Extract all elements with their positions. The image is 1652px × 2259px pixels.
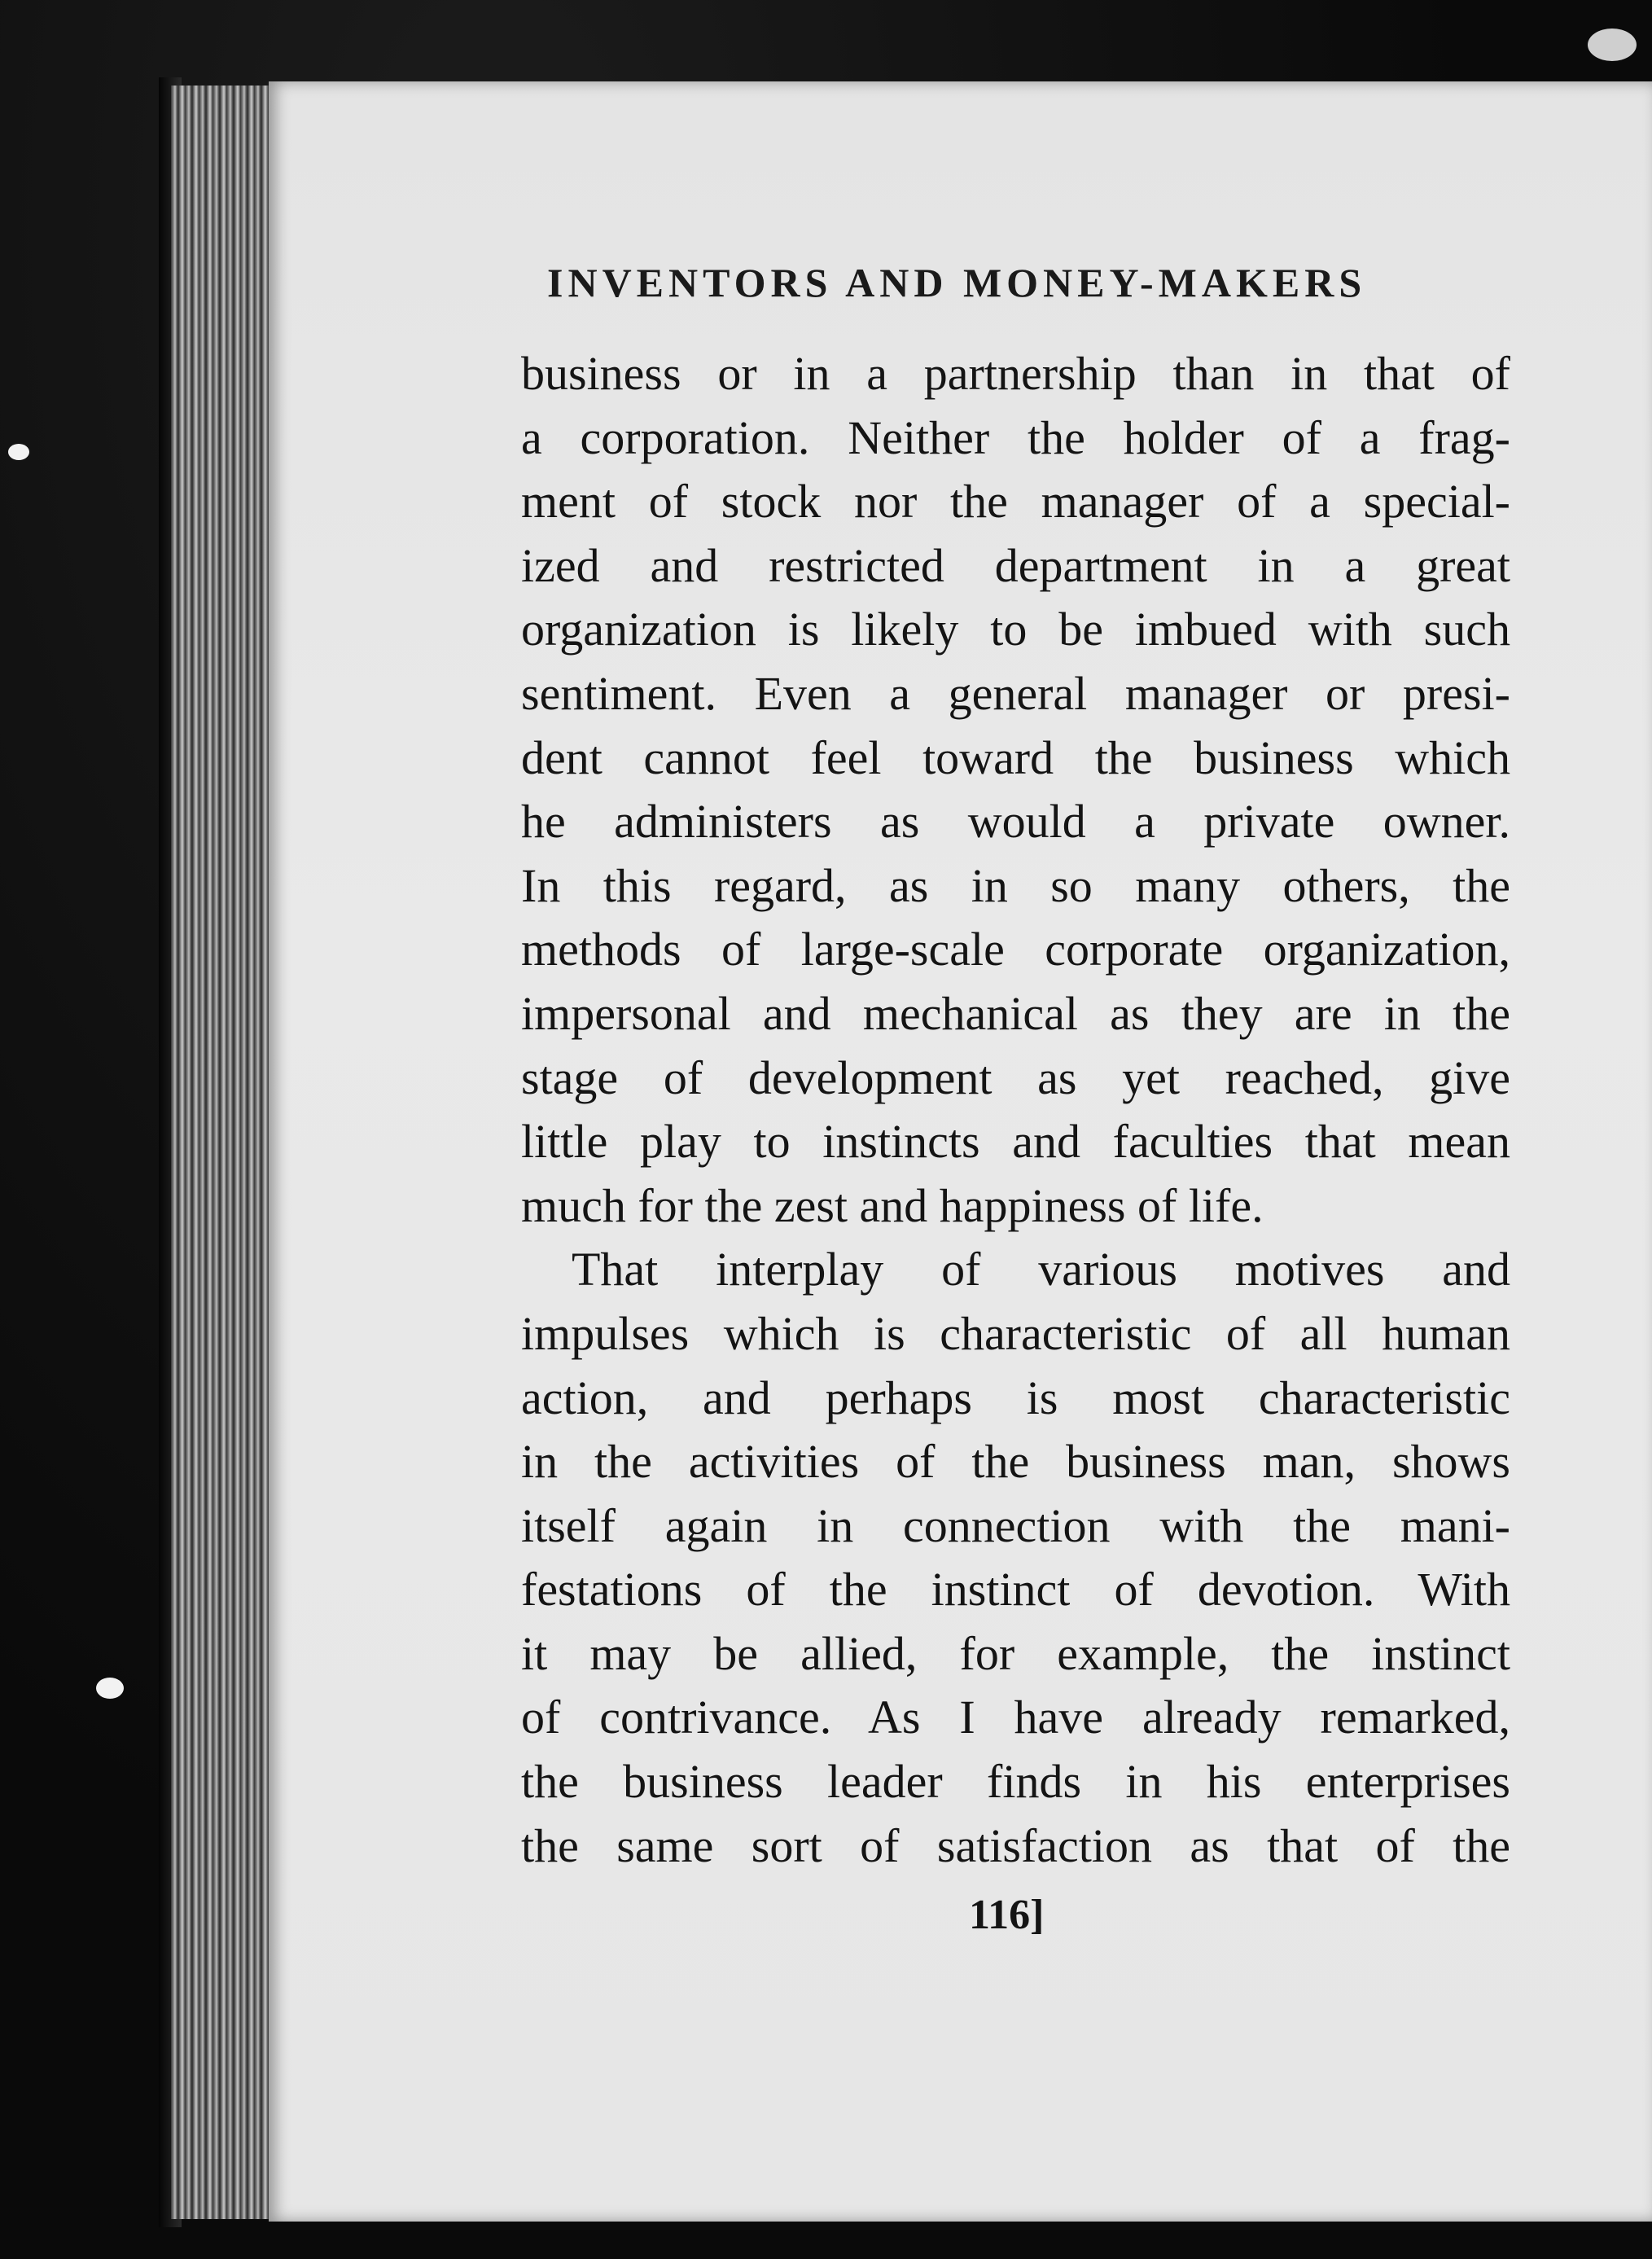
text-line: methods of large-scale corporate organization, (521, 923, 1510, 976)
text-line: stage of development as yet reached, give (521, 1051, 1510, 1104)
text-line: organization is likely to be imbued with such (521, 603, 1510, 656)
text-line: business or in a partnership than in that of (521, 347, 1510, 400)
text-line: the same sort of satisfaction as that of the (521, 1818, 1510, 1872)
text-line: little play to instincts and faculties that mean (521, 1115, 1510, 1169)
text-line: ized and restricted department in a great (521, 538, 1510, 592)
text-line: the business leader finds in his enterprises (521, 1755, 1510, 1809)
text-line: In this regard, as in so many others, the (521, 858, 1510, 912)
book-page-edges (171, 86, 281, 2219)
text-line: of contrivance. As I have already remarked, (521, 1691, 1510, 1744)
text-line: impulses which is characteristic of all human (521, 1306, 1510, 1360)
text-line: sentiment. Even a general manager or presi- (521, 666, 1510, 720)
scan-speck (96, 1678, 124, 1699)
scan-speck (8, 444, 29, 460)
text-line: a corporation. Neither the holder of a frag- (521, 410, 1510, 464)
text-line: action, and perhaps is most characteristic (521, 1371, 1510, 1424)
text-line: he administers as would a private owner. (521, 795, 1510, 849)
text-line: dent cannot feel toward the business which (521, 730, 1510, 784)
text-line: impersonal and mechanical as they are in the (521, 986, 1510, 1040)
page-number: 116] (969, 1892, 1045, 1938)
text-line: much for the zest and happiness of life. (521, 1178, 1264, 1232)
text-line: in the activities of the business man, shows (521, 1435, 1510, 1489)
text-line: festations of the instinct of devotion. With (521, 1563, 1510, 1616)
text-line: itself again in connection with the mani- (521, 1498, 1510, 1552)
text-line: ment of stock nor the manager of a special- (521, 475, 1510, 529)
body-text (521, 342, 1510, 1878)
scan-speck (1588, 29, 1637, 61)
running-head: INVENTORS AND MONEY-MAKERS (547, 260, 1367, 305)
text-line: it may be allied, for example, the instinct (521, 1626, 1510, 1680)
text-line: That interplay of various motives and (572, 1243, 1510, 1296)
